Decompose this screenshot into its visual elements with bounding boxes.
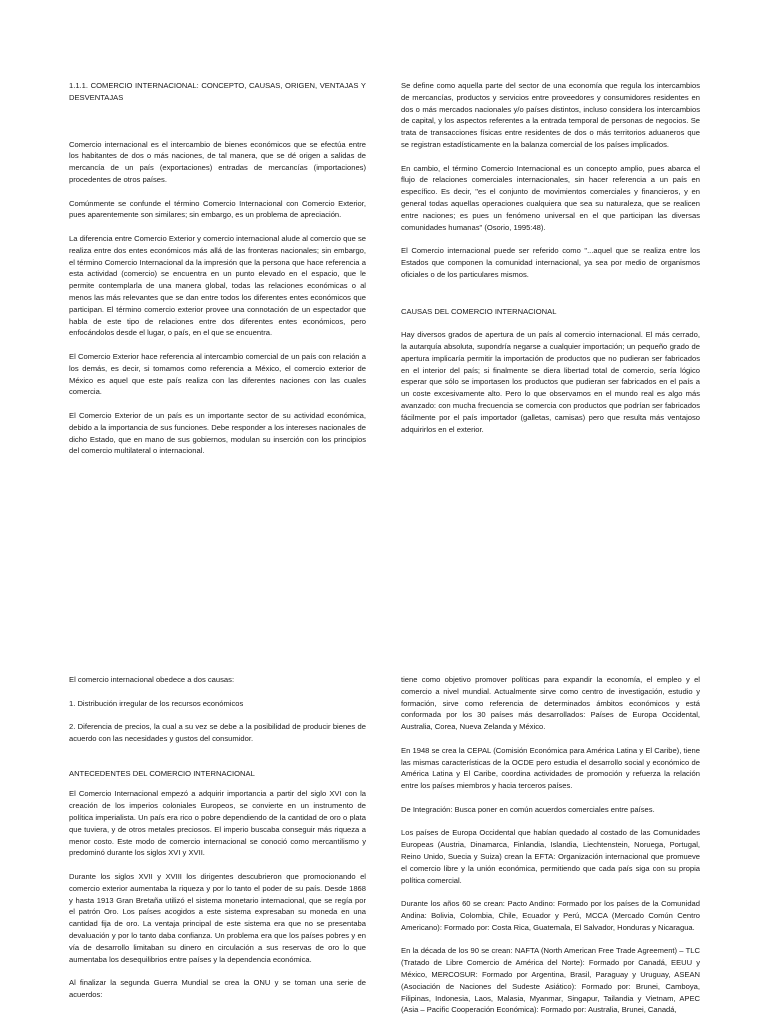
paragraph: El Comercio Exterior de un país es un importante sector de su actividad económica, debido a la importancia de sus funciones. Debe responder a los intereses nacionales de dicho Estado, que en mano de sus gobiernos, modulan su inserción con los principios del comercio multilateral o internacional. (69, 410, 366, 456)
section-heading-antecedentes: ANTECEDENTES DEL COMERCIO INTERNACIONAL (69, 768, 255, 778)
paragraph: En la década de los 90 se crean: NAFTA (North American Free Trade Agreement) – TLC (Tratado de Libre Comercio de América del Norte): Formado por Canadá, EEUU y México, MERCOSUR: Formado por Argentina, Brasil, Paraguay y Uruguay, ASEAN (Asociación de Naciones del Sudeste Asiático): Formado por: Brunei, Camboya, Filipinas, Indonesia, Laos, Malasia, Myanmar, Singapur, Tailandia y Vietnam, APEC (Asia – Pacific Cooperación Económica): Formado por: Australia, Brunei, Canadá, (401, 946, 700, 1015)
paragraph: Durante los años 60 se crean: Pacto Andino: Formado por los países de la Comunidad Andina: Bolivia, Colombia, Chile, Ecuador y Perú, MCCA (Mercado Común Centro Americano): Formado por: Costa Rica, Guatemala, El Salvador, Honduras y Nicaragua. (401, 899, 700, 932)
paragraph: El comercio internacional obedece a dos causas: (69, 675, 235, 684)
paragraph: Comúnmente se confunde el término Comercio Internacional con Comercio Exterior, pues aparentemente son similares; sin embargo, es un problema de apreciación. (69, 198, 366, 220)
paragraph: El Comercio Internacional empezó a adquirir importancia a partir del siglo XVI con la creación de los imperios coloniales Europeos, se convierte en un instrumento de política imperialista. Un país era rico o pobre dependiendo de la cantidad de oro o plata que tuviera, y de otros metales preciosos. El imperio buscaba conseguir más riqueza a menor costo. Este modo de comercio internacional se conoció como mercantilismo y predominó durante los siglos XVI y XVII. (69, 789, 366, 858)
page2-left-column (69, 674, 366, 1013)
list-item: 1. Distribución irregular de los recursos económicos (69, 698, 244, 708)
paragraph: En 1948 se crea la CEPAL (Comisión Económica para América Latina y El Caribe), tiene las mismas características de la OCDE pero estudia el desarrollo social y económico de América Latina y El Caribe, coordina actividades de promoción y refuerza la relación entre los países miembros y hacia terceros países. (401, 745, 700, 791)
page1-right-column (401, 80, 700, 447)
paragraph: La diferencia entre Comercio Exterior y comercio internacional alude al comercio que se realiza entre dos entes económicos más allá de las fronteras nacionales; sin embargo, el término Comercio Internacional da la impresión que la persona que hace referencia a esta actividad (comercio) se encuentra en un punto elevado en el espacio, que le permite contemplarla de una manera global, todas las relaciones económicas o al menos las más relevantes que se dan entre todos los diferentes entes económicos que participan. El término comercio exterior provee una connotación de un espectador que habla de este tipo de relaciones entre dos diferentes entes económicos, pero enfocándolos desde el lugar, o país, en el que se encuentra. (69, 233, 366, 338)
list-item: 2. Diferencia de precios, la cual a su vez se debe a la posibilidad de producir bienes de acuerdo con las necesidades y gustos del consumidor. (69, 722, 366, 743)
paragraph: En cambio, el término Comercio Internacional es un concepto amplio, pues abarca el flujo de relaciones comerciales internacionales, sin hacer referencia a un país en específico. Es decir, "es el conjunto de movimientos comerciales y financieros, y en general todas aquellas operaciones cualquiera que sea su naturaleza, que se realicen entre naciones; es pues un fenómeno universal en el que participan las diversas comunidades humanas" (Osorio, 1995:48). (401, 163, 700, 232)
paragraph: El Comercio internacional puede ser referido como "...aquel que se realiza entre los Estados que componen la comunidad internacional, ya sea por medio de organismos oficiales o de los particulares mismos. (401, 246, 700, 279)
paragraph: Hay diversos grados de apertura de un país al comercio internacional. El más cerrado, la autarquía absoluta, supondría negarse a cualquier importación; un pequeño grado de apertura implicaría permitir la importación de productos que no pudieran ser fabricados en el interior del país; si finalmente se diera libertad total de comercio, sería lógico esperar que sólo se importasen los productos que pudieran ser fabricados en el país a un coste excesivamente alto. Pero lo que observamos en el mundo real es algo más avanzado: con mucha frecuencia se comercia con productos que podrían ser fabricados fácilmente por el país importador (galletas, camisas) pero que resulta más ventajoso adquirirlos en el exterior. (401, 330, 700, 434)
section-heading-causas: CAUSAS DEL COMERCIO INTERNACIONAL (401, 307, 557, 317)
paragraph: Al finalizar la segunda Guerra Mundial se crea la ONU y se toman una serie de acuerdos: (69, 978, 366, 999)
paragraph: Comercio internacional es el intercambio de bienes económicos que se efectúa entre los habitantes de dos o más naciones, de tal manera, que se dé origen a salidas de mercancía de un país (exportaciones) entradas de mercancías (importaciones) procedentes de otros países. (69, 139, 366, 184)
paragraph: tiene como objetivo promover políticas para expandir la economía, el empleo y el comercio a nivel mundial. Actualmente sirve como centro de investigación, estudio y formación, sirve como referencia de determinados ámbitos económicos y está conformada por los 30 países más desarrollados: Países de Europa Occidental, Australia, Corea, Nueva Zelanda y México. (401, 675, 700, 732)
document-page-2 (0, 640, 768, 1024)
page2-right-column (401, 674, 700, 1028)
paragraph: Los países de Europa Occidental que habían quedado al costado de las Comunidades Europeas (Austria, Dinamarca, Finlandia, Islandia, Liechtenstein, Noruega, Portugal, Reino Unido, Suecia y Suiza) crean la EFTA: Organización internacional que promueve el comercio libre y la unión económica, permitiendo que cada país siga con su propia política comercial. (401, 828, 700, 885)
paragraph: Se define como aquella parte del sector de una economía que regula los intercambios de mercancías, productos y servicios entre proveedores y consumidores residentes en dos o más mercados nacionales y/o países distintos, incluso considera los intercambios de capital, y los aspectos referentes a la entrada temporal de personas de negocios. Se trata de transacciones físicas entre residentes de dos o más territorios aduaneros que se registran estadísticamente en la balanza comercial de los países implicados. (401, 81, 700, 149)
page1-left-column (69, 80, 366, 469)
paragraph: El Comercio Exterior hace referencia al intercambio comercial de un país con relación a los demás, es decir, si tomamos como referencia a México, el comercio exterior de México es aquel que este país realiza con las diferentes naciones con las cuales comercia. (69, 351, 366, 397)
paragraph: Durante los siglos XVII y XVIII los dirigentes descubrieron que promocionando el comercio exterior aumentaba la riqueza y por lo tanto el poder de su país. Desde 1868 y hasta 1913 Gran Bretaña utilizó el sistema monetario internacional, que se regía por el patrón Oro. Los países acogidos a este sistema expresaban su moneda en una cantidad fija de oro. La ventaja principal de este sistema era que no se presentaba devaluación y por lo tanto daba confianza. Un problema era que los países pobres y en vía de desarrollo limitaban su dinero en circulación a sus reservas de oro lo que aumentaba los desequilibrios entre países y la dependencia económica. (69, 871, 366, 964)
section-heading-concepto: 1.1.1. COMERCIO INTERNACIONAL: CONCEPTO, CAUSAS, ORIGEN, VENTAJAS Y DESVENTAJAS (69, 81, 366, 102)
paragraph: De Integración: Busca poner en común acuerdos comerciales entre países. (401, 804, 655, 814)
